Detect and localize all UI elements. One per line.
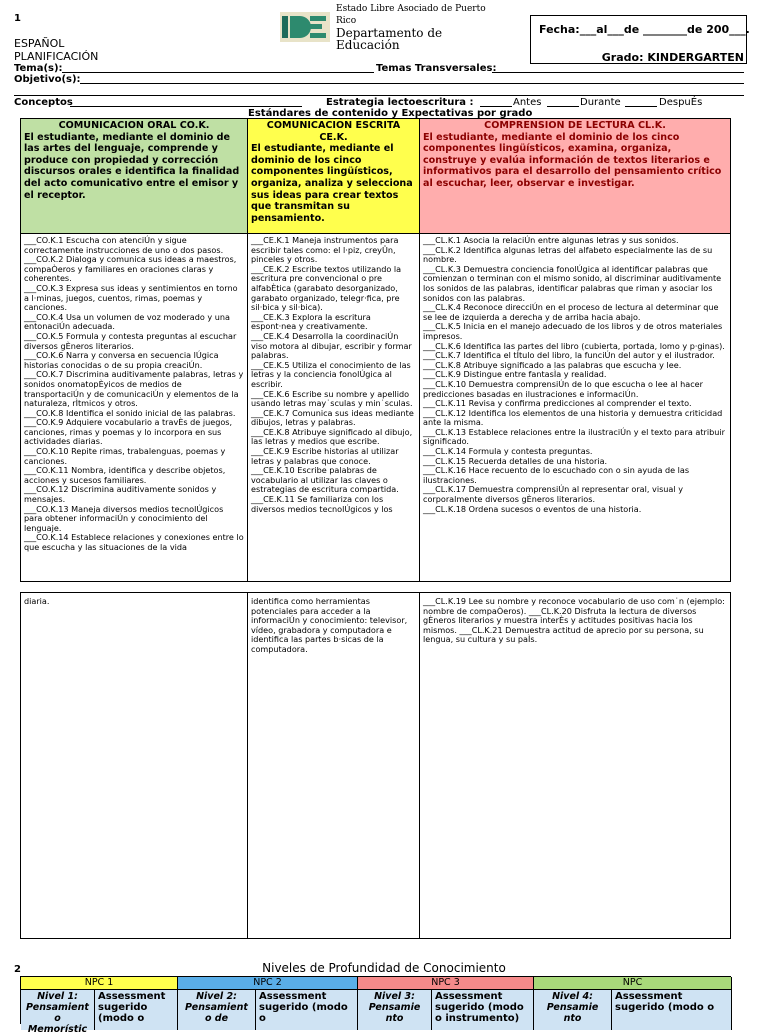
objetivo-label: Objetivo(s): xyxy=(14,74,81,85)
standard-item[interactable]: ___CE.K.2 Escribe textos utilizando la escritura pre convencional o pre alfabÈtica (garabato desorganizado, garabato organizado, telegr·fica, pre sil·bica y sil·bica). xyxy=(251,263,402,313)
standard-item[interactable]: ___CL.K.3 Demuestra conciencia fonolÚgica al identificar palabras que comienzan o terminan con el mismo sonido, al discriminar auditivamente los sonidos de las palabras, identificar palabras que riman y asociar los sonidos con las palabras. xyxy=(423,263,722,303)
page-number: 1 xyxy=(14,13,21,24)
standard-item[interactable]: ___CO.K.2 Dialoga y comunica sus ideas a maestros, compaÒeros y familiares en oraciones claras y coherentes. xyxy=(24,254,237,284)
standard-item[interactable]: ___CL.K.9 Distingue entre fantasÌa y realidad. xyxy=(423,369,607,380)
grade-label: Grado: KINDERGARTEN xyxy=(601,51,744,64)
npc-level-3: Nivel 3: Pensamie nto xyxy=(358,990,432,1030)
continued-text: ___CL.K.19 Lee su nombre y reconoce vocabulario de uso com˙n (ejemplo: nombre de compaÒeros). ___CL.K.20 Disfruta la lectura de diversos gÈneros literarios y muestra interÈs y actitudes positivas hacia los mismos. ___CL.K.21 Demuestra actitud de aprecio por su persona, su lengua, su cultura y su paÌs. xyxy=(423,596,725,645)
written-communication-items xyxy=(248,235,419,581)
npc-level-2: Nivel 2: Pensamient o de xyxy=(178,990,256,1030)
objetivo-field-line-2[interactable] xyxy=(14,95,744,96)
durante-label: Durante xyxy=(580,97,621,108)
standards-table-continued xyxy=(20,592,731,939)
oral-communication-column xyxy=(21,119,248,581)
standard-item[interactable]: ___CE.K.5 Utiliza el conocimiento de las letras y la conciencia fonolÚgica al escribir. xyxy=(251,359,411,389)
standard-item[interactable]: ___CL.K.11 Revisa y confirma predicciones al comprender el texto. xyxy=(423,398,692,409)
logo-line-1: Estado Libre Asociado de Puerto Rico xyxy=(336,4,486,26)
standard-item[interactable]: ___CE.K.6 Escribe su nombre y apellido usando letras may˙sculas y min˙sculas. xyxy=(251,388,413,409)
standard-item[interactable]: ___CL.K.8 Atribuye significado a las palabras que escucha y lee. xyxy=(423,359,682,370)
department-logo xyxy=(280,4,486,52)
standard-item[interactable]: ___CE.K.11 Se familiariza con los diversos medios tecnolÚgicos y los xyxy=(251,494,393,514)
standard-item[interactable]: ___CL.K.1 Asocia la relaciÚn entre algunas letras y sus sonidos. xyxy=(423,235,679,245)
standard-item[interactable]: ___CL.K.5 Inicia en el manejo adecuado de los libros y de otros materiales impresos. xyxy=(423,321,723,341)
standard-item[interactable]: ___CO.K.11 Nombra, identifica y describe objetos, acciones y sucesos familiares. xyxy=(24,465,226,485)
durante-field[interactable] xyxy=(547,106,579,107)
standard-item[interactable]: ___CO.K.14 Establece relaciones y conexiones entre lo que escucha y las situaciones de la vida xyxy=(24,532,244,552)
standard-item[interactable]: ___CL.K.10 Demuestra comprensiÚn de lo que escucha o lee al hacer predicciones basadas en ilustraciones e informaciÚn. xyxy=(423,378,703,399)
column-title: COMUNICACION ORAL CO.K. xyxy=(58,120,210,131)
npc-level-1: Nivel 1: Pensamient o Memorístic xyxy=(21,990,95,1030)
standard-item[interactable]: ___CO.K.6 Narra y conversa en secuencia lÚgica historias conocidas o de su propia creaciÚn. xyxy=(24,350,219,370)
standard-item[interactable]: ___CO.K.12 Discrimina auditivamente sonidos y mensajes. xyxy=(24,484,217,505)
npc-level-4: Nivel 4: Pensamie nto xyxy=(534,990,612,1030)
despues-label: DespuÉs xyxy=(659,97,703,108)
standard-item[interactable]: ___CL.K.13 Establece relaciones entre la ilustraciÚn y el texto para atribuir significado. xyxy=(423,426,725,447)
column-intro: El estudiante, mediante el dominio de las artes del lenguaje, comprende y produce con propiedad y corrección discursos orales e identifica la finalidad del acto comunicativo entre el emisor y el receptor. xyxy=(24,131,240,201)
temas-transversales-label: Temas Transversales: xyxy=(376,63,497,74)
npc-header-2: NPC 2 xyxy=(178,977,358,990)
reading-comprehension-items xyxy=(420,235,730,581)
standard-item[interactable]: ___CO.K.13 Maneja diversos medios tecnolÚgicos para obtener informaciÚn y conocimiento del lenguaje. xyxy=(24,503,224,533)
tema-label: Tema(s): xyxy=(14,63,63,74)
date-grade-box xyxy=(530,15,750,64)
standard-item[interactable]: ___CO.K.9 Adquiere vocabulario a travÈs de juegos, canciones, rimas y poemas y lo incorpora en sus actividades diarias. xyxy=(24,417,233,447)
oral-communication-header xyxy=(21,119,247,234)
written-communication-continued xyxy=(248,593,420,938)
despues-field[interactable] xyxy=(625,106,657,107)
reading-comprehension-header xyxy=(420,119,730,234)
oral-communication-items xyxy=(21,235,247,581)
logo-line-2: Departamento de Educación xyxy=(336,26,443,52)
standard-item[interactable]: ___CE.K.8 Atribuye significado al dibujo, las letras y medios que escribe. xyxy=(251,426,413,447)
standard-item[interactable]: ___CO.K.3 Expresa sus ideas y sentimientos en torno a l·minas, juegos, cuentos, rimas, poemas y canciones. xyxy=(24,282,238,313)
npc-header-4: NPC xyxy=(534,977,732,990)
written-communication-header xyxy=(248,119,419,234)
standard-item[interactable]: ___CL.K.15 Recuerda detalles de una historia. xyxy=(423,455,608,466)
standard-item[interactable]: ___CL.K.14 Formula y contesta preguntas. xyxy=(423,446,593,457)
standards-table xyxy=(20,118,731,582)
subject-title: ESPAÑOL xyxy=(14,37,65,50)
standard-item[interactable]: ___CE.K.7 Comunica sus ideas mediante dibujos, letras y palabras. xyxy=(251,407,414,428)
standard-item[interactable]: ___CL.K.17 Demuestra comprensiÚn al representar oral, visual y corporalmente diversos gÈneros literarios. xyxy=(423,484,683,505)
npc-title: Niveles de Profundidad de Conocimiento xyxy=(262,961,506,975)
standard-item[interactable]: ___CL.K.12 Identifica los elementos de una historia y demuestra criticidad ante la misma. xyxy=(423,407,723,428)
standard-item[interactable]: ___CE.K.3 Explora la escritura espont·nea y creativamente. xyxy=(251,311,371,332)
standard-item[interactable]: ___CO.K.5 Formula y contesta preguntas al escuchar diversos gÈneros literarios. xyxy=(24,330,237,351)
standard-item[interactable]: ___CE.K.9 Escribe historias al utilizar letras y palabras que conoce. xyxy=(251,446,399,466)
planning-title: PLANIFICACIÓN xyxy=(14,50,99,63)
column-title: COMPRENSION DE LECTURA CL.K. xyxy=(484,120,666,131)
de-logo-icon xyxy=(280,12,330,42)
standard-item[interactable]: ___CL.K.18 Ordena sucesos o eventos de una historia. xyxy=(423,503,642,514)
standard-item[interactable]: ___CO.K.8 Identifica el sonido inicial de las palabras. xyxy=(24,407,236,418)
npc-table xyxy=(20,976,731,1035)
npc-assessment-2: Assessment sugerido (modo o xyxy=(256,990,358,1030)
standard-item[interactable]: ___CE.K.1 Maneja instrumentos para escribir tales como: el l·piz, creyÛn, pinceles y otros. xyxy=(251,235,399,265)
reading-comprehension-continued xyxy=(420,593,730,938)
standard-item[interactable]: ___CL.K.16 Hace recuento de lo escuchado con o sin ayuda de las ilustraciones. xyxy=(423,465,690,485)
npc-assessment-1: Assessment sugerido (modo o xyxy=(95,990,178,1030)
npc-header-3: NPC 3 xyxy=(358,977,534,990)
standard-item[interactable]: ___CO.K.1 Escucha con atenciÚn y sigue correctamente instrucciones de uno o dos pasos. xyxy=(24,235,224,255)
npc-header-1: NPC 1 xyxy=(21,977,178,990)
continued-text: diaria. xyxy=(24,596,50,606)
standards-title: Estándares de contenido y Expectativas por grado xyxy=(248,108,533,119)
tema-field[interactable] xyxy=(62,72,374,73)
standard-item[interactable]: ___CL.K.6 Identifica las partes del libro (cubierta, portada, lomo y p·ginas). xyxy=(423,340,725,351)
conceptos-label: Conceptos xyxy=(14,97,73,108)
npc-assessment-3: Assessment sugerido (modo o instrumento) xyxy=(432,990,534,1030)
continued-text: identifica como herramientas potenciales para acceder a la informaciÚn y conocimiento: televisor, vídeo, grabadora y computadora e identifica las partes b·sicas de la computadora. xyxy=(251,596,408,654)
reading-comprehension-column xyxy=(420,119,730,581)
standard-item[interactable]: ___CL.K.7 Identifica el tÌtulo del libro, la funciÚn del autor y el ilustrador. xyxy=(423,350,715,361)
page-number-2: 2 xyxy=(14,964,21,975)
oral-communication-continued xyxy=(21,593,248,938)
date-field[interactable]: Fecha:___al___de ________de 200___. xyxy=(539,23,750,36)
column-intro: El estudiante, mediante el dominio de los cinco componentes lingüísticos, examina, organiza, construye y evalúa información de textos literarios e informativos para el desarrollo del pensamiento crítico al escuchar, leer, observar e investigar. xyxy=(423,131,722,189)
antes-label: Antes xyxy=(513,97,542,108)
estrategia-label: Estrategia lectoescritura : xyxy=(326,97,474,108)
npc-assessment-4: Assessment sugerido (modo o xyxy=(612,990,732,1030)
column-intro: El estudiante, mediante el dominio de los cinco componentes lingüísticos, organiza, analiza y selecciona sus ideas para crear textos que transmitan su pensamiento. xyxy=(251,143,413,224)
standard-item[interactable]: ___CO.K.10 Repite rimas, trabalenguas, poemas y canciones. xyxy=(24,446,226,466)
standard-item[interactable]: ___CE.K.10 Escribe palabras de vocabulario al utilizar las claves o estrategias de escritura compartida. xyxy=(251,465,399,495)
standard-item[interactable]: ___CO.K.7 Discrimina auditivamente palabras, letras y sonidos onomatopÈyicos de medios de transportaciÚn y de comunicaciÚn y elementos de la naturaleza, rÌtmicos y otros. xyxy=(24,369,244,409)
standard-item[interactable]: ___CL.K.2 Identifica algunas letras del alfabeto especialmente las de su nombre. xyxy=(423,244,713,265)
antes-field[interactable] xyxy=(480,106,512,107)
temas-transversales-field[interactable] xyxy=(492,72,744,73)
standard-item[interactable]: ___CE.K.4 Desarrolla la coordinaciÚn viso motora al dibujar, escribir y formar palabras. xyxy=(251,330,412,361)
column-title: COMUNICACION ESCRITA CE.K. xyxy=(266,120,401,143)
standard-item[interactable]: ___CL.K.4 Reconoce direcciÚn en el proceso de lectura al determinar que se lee de izquierda a derecha y de arriba hacia abajo. xyxy=(423,302,719,322)
conceptos-field[interactable] xyxy=(70,106,302,107)
written-communication-column xyxy=(248,119,420,581)
standard-item[interactable]: ___CO.K.4 Usa un volumen de voz moderado y una entonaciÚn adecuada. xyxy=(24,311,230,332)
objetivo-field[interactable] xyxy=(80,83,744,84)
